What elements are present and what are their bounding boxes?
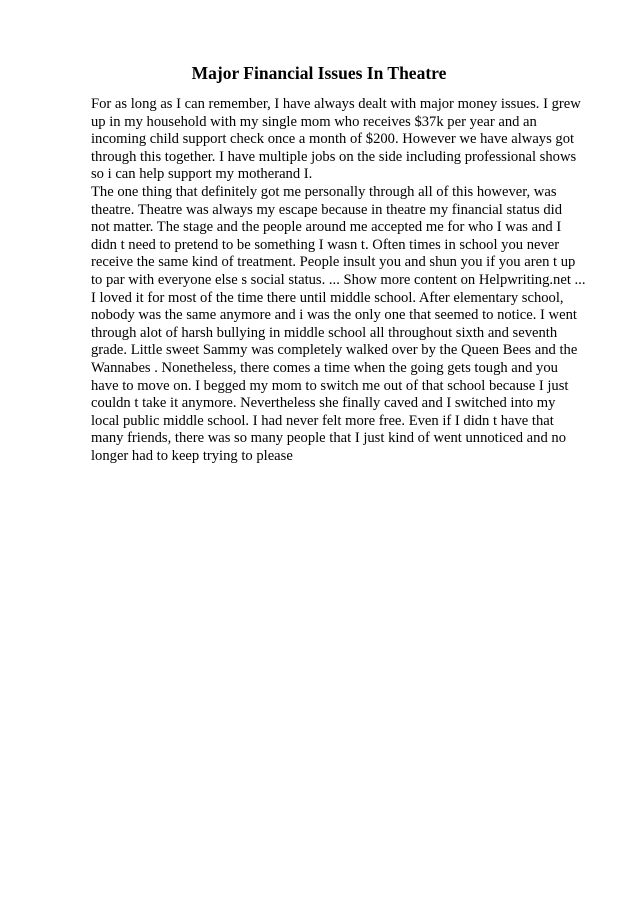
text-line-7: theatre. Theatre was always my escape because in theatre my financial status did bbox=[91, 201, 562, 218]
text-line-20: many friends, there was so many people that I just kind of went unnoticed and no bbox=[91, 430, 566, 447]
text-line-5: so i can help support my motherand I. bbox=[91, 166, 313, 183]
document-title: Major Financial Issues In Theatre bbox=[191, 63, 447, 83]
text-line-8: not matter. The stage and the people around me accepted me for who I was and I bbox=[91, 219, 562, 236]
text-line-15: grade. Little sweet Sammy was completely walked over by the Queen Bees and the bbox=[91, 342, 578, 359]
text-line-16: Wannabes . Nonetheless, there comes a time when the going gets tough and you bbox=[91, 359, 558, 376]
text-line-18: couldn t take it anymore. Nevertheless she finally caved and I switched into my bbox=[91, 395, 556, 412]
text-line-6: The one thing that definitely got me personally through all of this however, was bbox=[91, 183, 557, 200]
text-line-12: I loved it for most of the time there until middle school. After elementary school, bbox=[91, 289, 564, 306]
text-line-9: didn t need to pretend to be something I wasn t. Often times in school you never bbox=[91, 236, 560, 253]
document-body bbox=[91, 96, 591, 465]
text-line-2: up in my household with my single mom who receives $37k per year and an bbox=[91, 113, 537, 130]
text-line-17: have to move on. I begged my mom to switch me out of that school because I just bbox=[91, 377, 569, 394]
text-line-19: local public middle school. I had never felt more free. Even if I didn t have that bbox=[91, 412, 554, 429]
text-line-3: incoming child support check once a month of $200. However we have always got bbox=[91, 131, 575, 148]
text-line-13: nobody was the same anymore and i was the only one that seemed to notice. I went bbox=[91, 307, 577, 324]
text-line-14: through alot of harsh bullying in middle school all throughout sixth and seventh bbox=[91, 324, 558, 341]
text-line-1: For as long as I can remember, I have always dealt with major money issues. I grew bbox=[91, 96, 581, 112]
text-line-10: receive the same kind of treatment. People insult you and shun you if you aren t up bbox=[91, 254, 576, 271]
text-line-11: to par with everyone else s social status. ... Show more content on Helpwriting.net ... bbox=[91, 271, 586, 288]
text-line-4: through this together. I have multiple jobs on the side including professional shows bbox=[91, 148, 577, 165]
text-line-21: longer had to keep trying to please bbox=[91, 447, 293, 464]
